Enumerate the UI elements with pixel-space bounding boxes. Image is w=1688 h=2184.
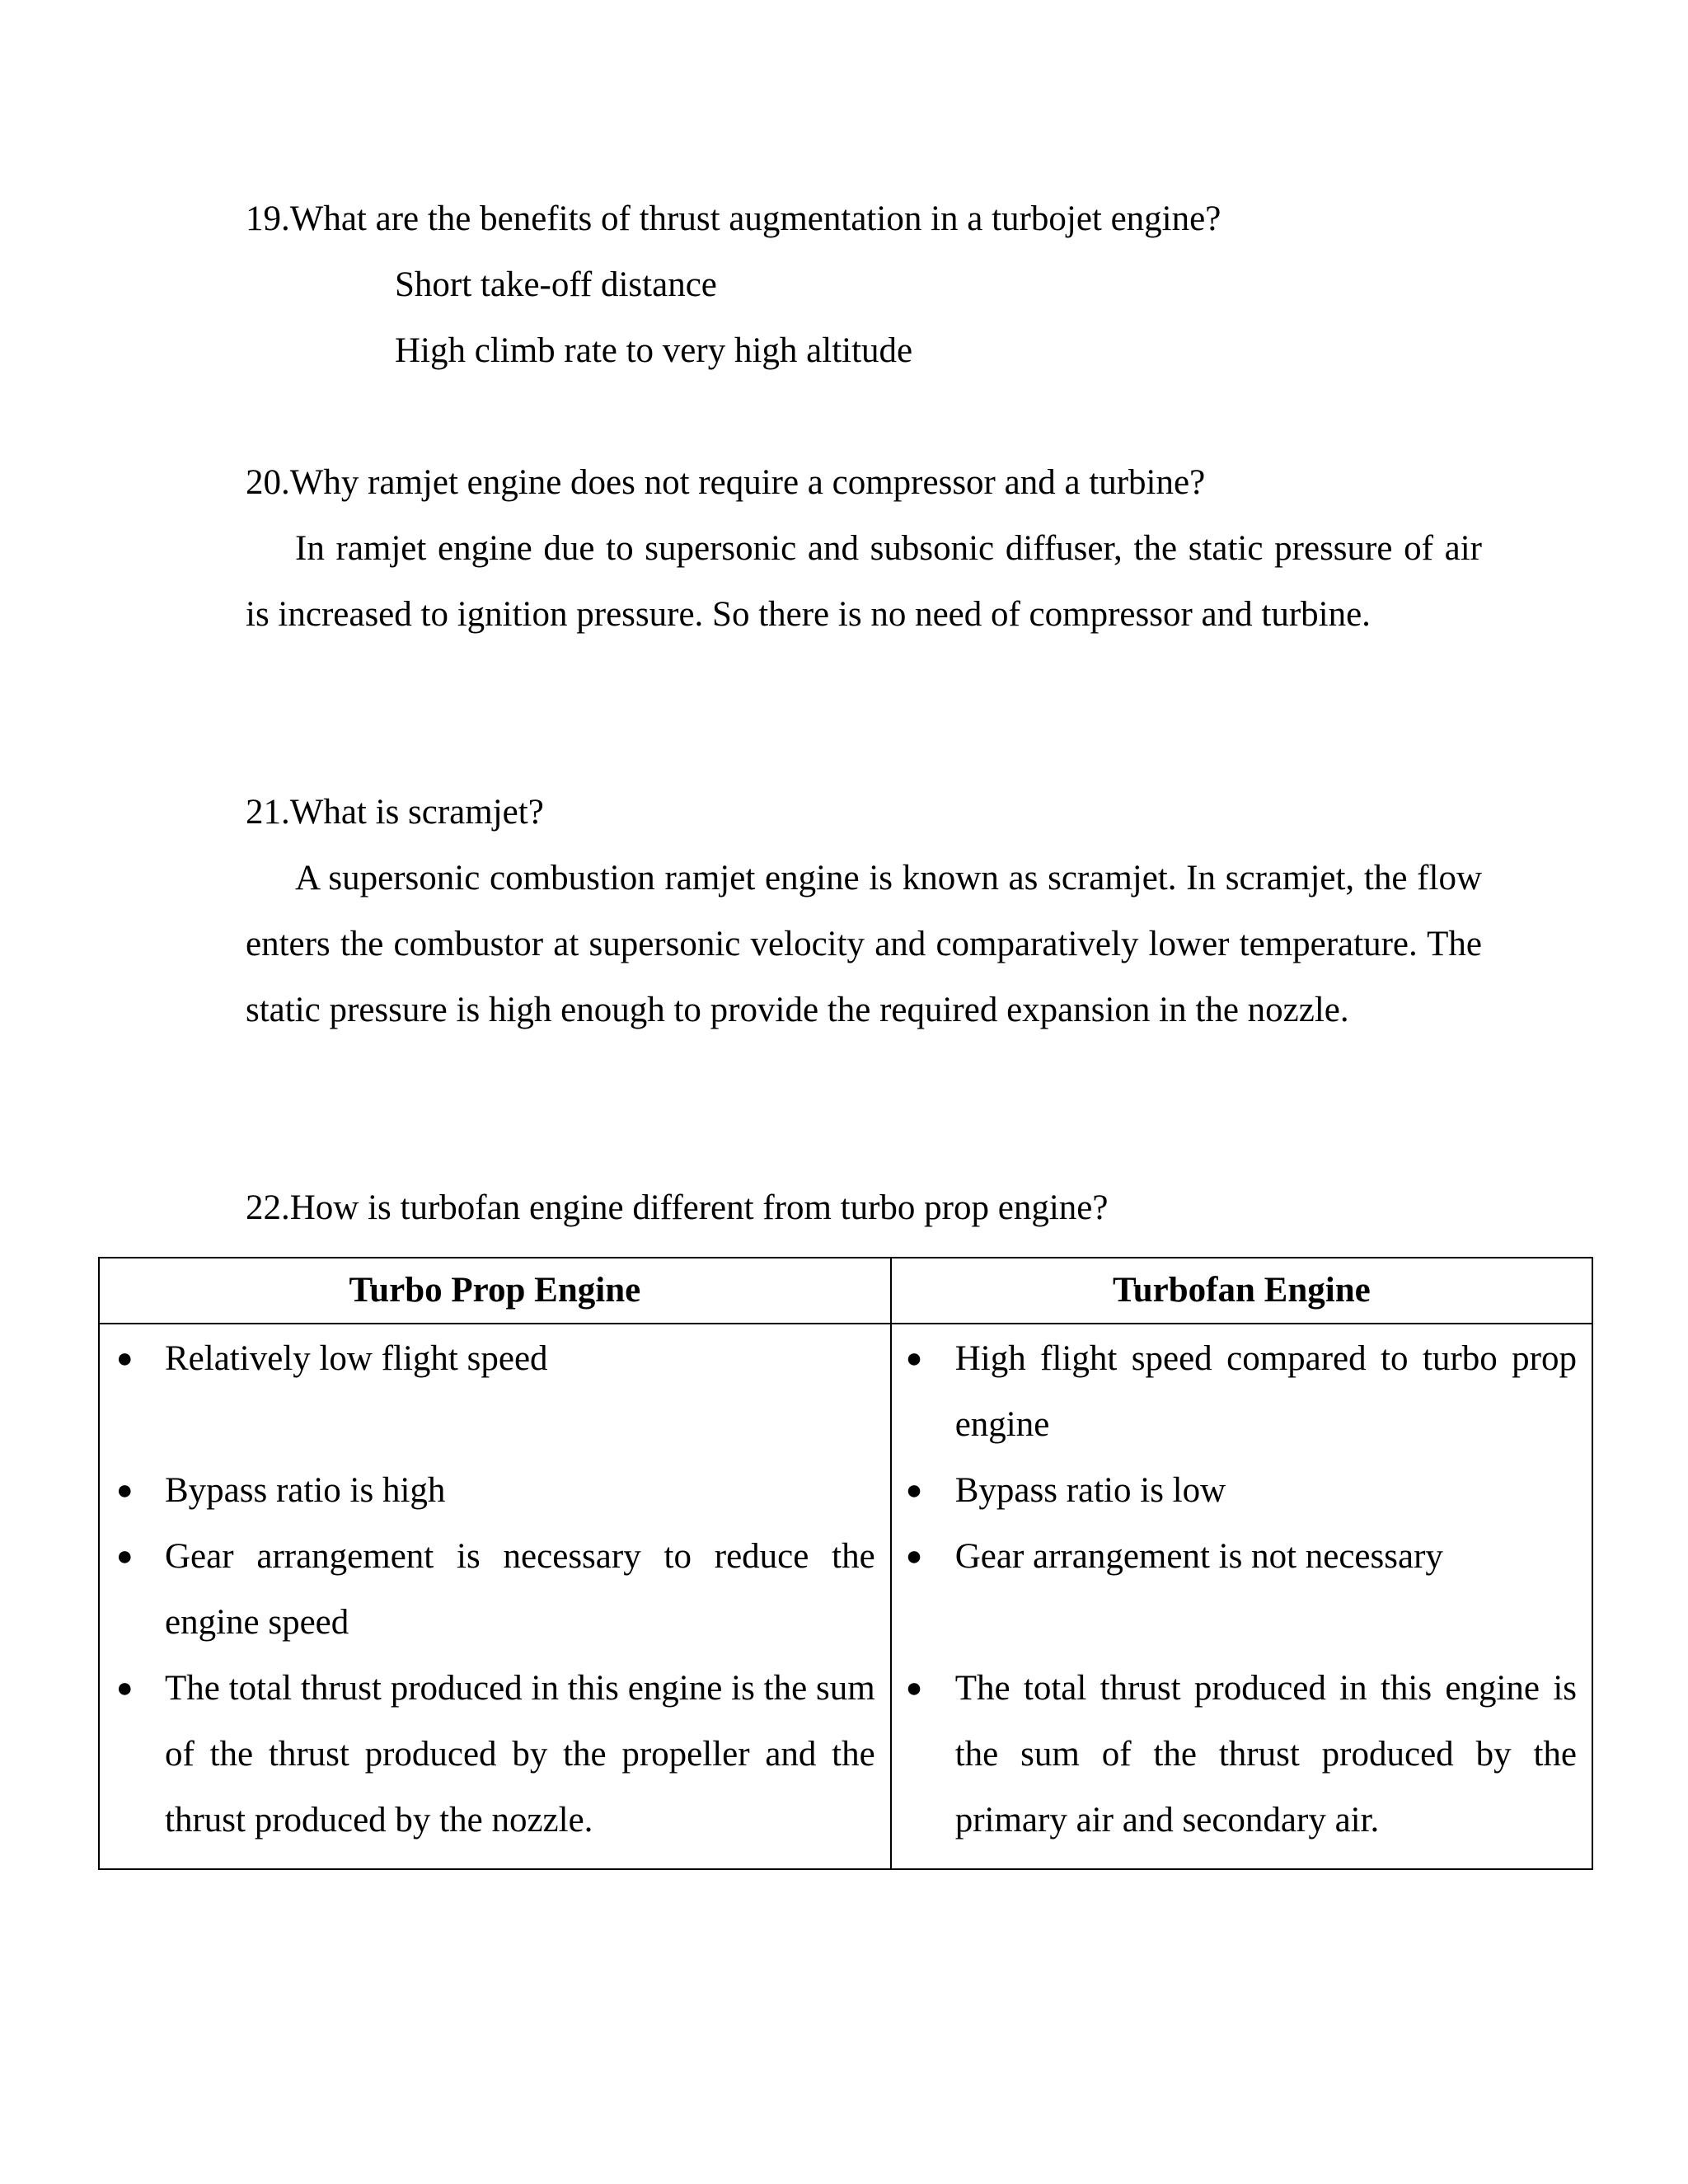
question-text: How is turbofan engine different from turbo prop engine? [289,1188,1109,1227]
turbofan-header: Turbofan Engine [891,1258,1592,1324]
answer-21-paragraph: A supersonic combustion ramjet engine is known as scramjet. In scramjet, the flow enters the combustor at supersonic velocity and comparatively lower temperature. The static pressure is high enough to provide the required expansion in the nozzle. [246,859,1482,1029]
bullet-icon: ● [905,1475,923,1506]
question-text: Why ramjet engine does not require a compressor and a turbine? [289,463,1206,502]
list-item-text: Bypass ratio is high [165,1471,446,1510]
table-header-row [99,1258,1592,1324]
bullet-icon: ● [905,1541,923,1572]
list-item-text: Bypass ratio is low [954,1471,1226,1510]
bullet-icon: ● [116,1673,134,1704]
spacer [100,1392,890,1458]
list-item-text: The total thrust produced in this engine is the sum of the thrust produced by the propeller and the thrust produced by the nozzle. [165,1669,875,1840]
list-item [100,1458,890,1524]
list-item-text: Gear arrangement is necessary to reduce the engine speed [165,1537,875,1642]
question-text: What are the benefits of thrust augmentation in a turbojet engine? [289,199,1221,238]
list-item-text: Relatively low flight speed [165,1339,548,1378]
comparison-table [98,1257,1593,1870]
question-number: 21. [246,793,290,832]
turbofan-list [892,1324,1592,1868]
question-19 [246,186,1482,252]
list-item [892,1458,1592,1524]
question-number: 22. [246,1188,290,1227]
turbo-prop-header: Turbo Prop Engine [99,1258,891,1324]
question-21 [246,780,1482,846]
question-20 [246,450,1482,516]
list-item [100,1524,890,1656]
question-number: 20. [246,463,290,502]
list-item-text: Gear arrangement is not necessary [954,1537,1443,1576]
spacer [892,1590,1592,1656]
answer-20-paragraph: In ramjet engine due to supersonic and subsonic diffuser, the static pressure of air is increased to ignition pressure. So there is no need of compressor and turbine. [246,529,1482,634]
list-item [892,1656,1592,1854]
list-item [892,1326,1592,1458]
turbo-prop-list [100,1324,890,1868]
bullet-icon: ● [116,1343,134,1374]
turbofan-cell [891,1324,1592,1869]
bullet-icon: ● [905,1343,923,1374]
question-number: 19. [246,199,290,238]
bullet-icon: ● [905,1673,923,1704]
question-22 [246,1175,1482,1241]
turbo-prop-cell [99,1324,891,1869]
answer-19-line-1: Short take-off distance [395,265,717,304]
list-item [100,1326,890,1392]
question-text: What is scramjet? [289,793,544,832]
list-item-text: High flight speed compared to turbo prop engine [954,1339,1577,1444]
list-item-text: The total thrust produced in this engine is the sum of the thrust produced by the primary air and secondary air. [954,1669,1577,1840]
list-item [892,1524,1592,1590]
list-item [100,1656,890,1854]
table-row [99,1324,1592,1869]
bullet-icon: ● [116,1475,134,1506]
bullet-icon: ● [116,1541,134,1572]
answer-19-line-2: High climb rate to very high altitude [395,331,913,370]
